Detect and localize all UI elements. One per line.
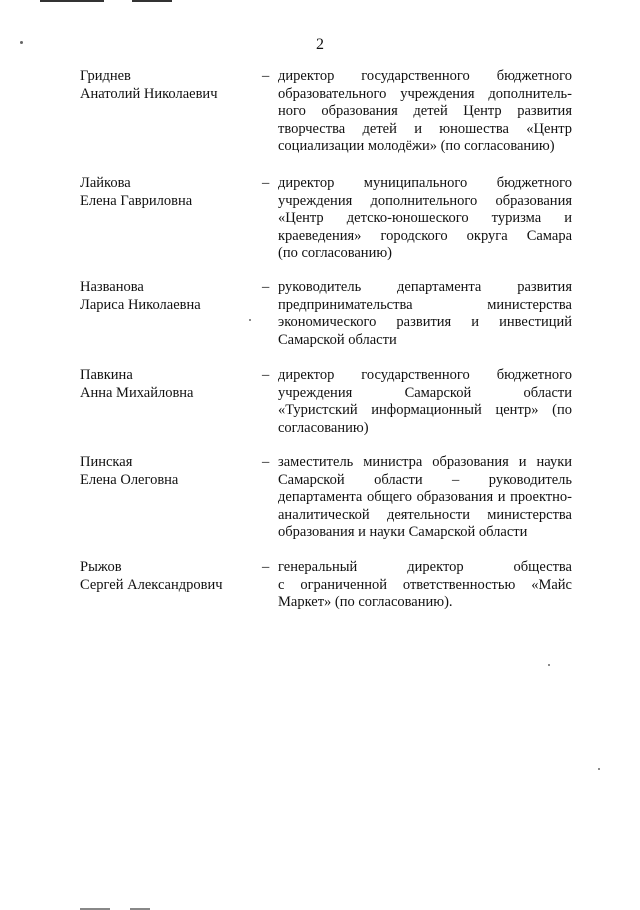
member-surname: Гриднев [80,68,131,84]
position-line: генеральный директор общества [278,559,572,575]
member-name [80,454,255,489]
member-surname: Павкина [80,367,133,383]
position-line: директор государственного бюджетного [278,68,572,84]
member-position [278,367,572,437]
position-line: директор муниципального бюджетного [278,175,572,191]
position-line: директор государственного бюджетного [278,367,572,383]
member-position [278,454,572,542]
position-line: образования и науки Самарской области [278,524,528,540]
position-line: заместитель министра образования и науки [278,454,572,470]
position-line: Самарской области – руководитель [278,471,572,488]
entry-dash: – [262,175,270,191]
position-line: (по согласованию) [278,245,392,261]
member-given-names: Анатолий Николаевич [80,85,218,102]
entry-dash: – [262,279,270,295]
scan-speck [598,768,600,770]
scan-speck [548,664,550,666]
member-given-names: Сергей Александрович [80,576,223,593]
member-name [80,559,255,594]
position-line: экономического развития и инвестиций [278,314,572,330]
position-line: с ограниченной ответственностью «Майс [278,576,572,593]
scan-speck [249,319,251,321]
member-given-names: Лариса Николаевна [80,296,201,313]
position-line: творчества детей и юношества «Центр [278,120,572,137]
position-line: Самарской области [278,331,397,348]
member-surname: Рыжов [80,559,122,575]
member-position [278,279,572,349]
position-line: согласованию) [278,419,369,436]
position-line: департамента общего образования и проектно- [278,489,572,505]
position-line: социализации молодёжи» (по согласованию) [278,138,555,154]
member-name [80,367,255,402]
position-line: «Туристский информационный центр» (по [278,402,572,418]
position-line: Маркет» (по согласованию). [278,594,453,610]
position-line: образовательного учреждения дополнитель- [278,85,572,102]
position-line: краеведения» городского округа Самара [278,227,572,244]
position-line: учреждения дополнительного образования [278,192,572,209]
scan-edge-mark [132,0,172,2]
member-surname: Лайкова [80,175,131,191]
member-given-names: Анна Михайловна [80,384,194,401]
member-surname: Пинская [80,454,133,470]
member-name [80,68,255,103]
page-number: 2 [316,36,324,53]
member-given-names: Елена Олеговна [80,471,179,488]
member-given-names: Елена Гавриловна [80,192,193,209]
position-line: учреждения Самарской области [278,384,572,401]
member-name [80,279,255,314]
position-line: предпринимательства министерства [278,296,572,313]
position-line: руководитель департамента развития [278,279,572,295]
scan-edge-mark [40,0,104,2]
position-line: ного образования детей Центр развития [278,103,572,119]
position-line: «Центр детско-юношеского туризма и [278,210,572,226]
member-surname: Названова [80,279,144,295]
entry-dash: – [262,454,270,470]
member-position [278,175,572,263]
member-position [278,559,572,612]
entry-dash: – [262,68,270,84]
position-line: аналитической деятельности министерства [278,506,572,523]
member-position [278,68,572,156]
entry-dash: – [262,367,270,383]
entry-dash: – [262,559,270,575]
member-name [80,175,255,210]
